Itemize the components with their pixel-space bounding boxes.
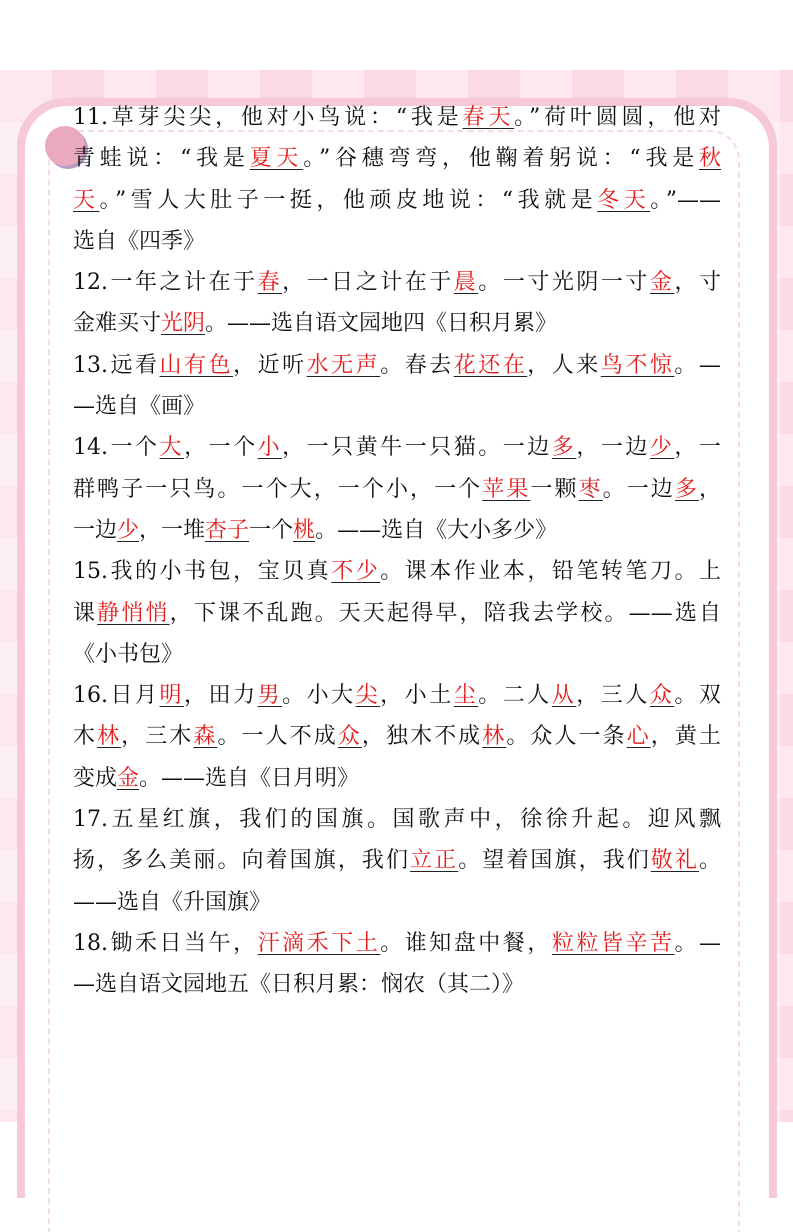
text-line (73, 634, 721, 675)
text-segment: ，一日之计在于 (282, 270, 454, 296)
answer-blank: 鸟不惊 (600, 352, 675, 378)
answer-blank: 尘 (453, 683, 479, 709)
text-line (73, 262, 721, 303)
answer-blank: 粒粒皆辛苦 (551, 930, 675, 956)
answer-blank: 金 (649, 270, 675, 296)
text-line (73, 510, 721, 551)
answer-blank: 枣 (578, 476, 603, 502)
text-line (73, 551, 721, 592)
text-line (73, 345, 721, 386)
text-segment: ，小土 (380, 683, 454, 709)
answer-blank: 心 (626, 724, 651, 750)
text-segment: 16.日月 (73, 683, 160, 709)
answer-blank: 杏子 (205, 517, 250, 543)
answer-blank: 桃 (293, 517, 316, 543)
answer-blank: 晨 (453, 270, 479, 296)
answer-blank: 立正 (410, 848, 459, 874)
text-segment: 一个 (249, 517, 294, 543)
answer-blank: 小 (257, 435, 283, 461)
answer-blank: 秋 (698, 146, 721, 172)
answer-blank: 从 (551, 683, 577, 709)
text-segment: 。 (698, 848, 721, 874)
text-segment: ，一个 (184, 435, 258, 461)
text-line (73, 882, 721, 923)
text-segment: 12.一年之计在于 (73, 270, 258, 296)
text-segment: 。一边 (602, 476, 675, 502)
text-line (73, 840, 721, 881)
text-segment: ， (698, 476, 721, 502)
text-segment: 群鸭子一只鸟。一个大，一个小，一个 (73, 476, 483, 502)
answer-blank: 春天 (462, 105, 515, 130)
text-line (73, 180, 721, 221)
text-segment: ，一只黄牛一只猫。一边 (282, 435, 552, 461)
text-segment: ，一边 (576, 435, 650, 461)
text-line (73, 303, 721, 344)
text-line (73, 716, 721, 757)
answer-blank: 众 (649, 683, 675, 709)
text-segment: 13.远看 (73, 352, 160, 378)
answer-blank: 森 (193, 724, 218, 750)
answer-blank: 大 (159, 435, 185, 461)
text-segment: ，田力 (184, 683, 258, 709)
text-line (73, 593, 721, 634)
text-segment: 。小大 (282, 683, 356, 709)
answer-blank: 金 (117, 765, 140, 791)
text-line (73, 97, 721, 138)
text-segment: 。众人一条 (506, 724, 627, 750)
text-segment: 17.五星红旗，我们的国旗。国歌声中，徐徐升起。迎风飘 (73, 807, 721, 833)
text-segment: 。”荷叶圆圆，他对 (514, 105, 721, 130)
text-segment: 木 (73, 724, 98, 750)
answer-blank: 水无声 (306, 352, 381, 378)
text-segment: 。二人 (478, 683, 552, 709)
text-segment: 扬，多么美丽。向着国旗，我们 (73, 848, 411, 874)
text-segment: 。”—— (650, 187, 721, 213)
text-segment: 。”谷穗弯弯，他鞠着躬说：“我是 (303, 146, 699, 172)
text-segment: —选自《画》 (73, 394, 206, 420)
text-line (73, 964, 721, 1005)
text-segment: ，一 (674, 435, 721, 461)
text-segment: 。——选自《大小多少》 (315, 517, 558, 543)
text-segment: ，一堆 (139, 517, 206, 543)
text-segment: 18.锄禾日当午， (73, 930, 258, 956)
text-segment: ，人来 (527, 352, 601, 378)
text-segment: 变成 (73, 765, 118, 791)
text-segment: 。望着国旗，我们 (458, 848, 651, 874)
text-segment: 课 (73, 600, 98, 626)
text-segment: 青蛙说：“我是 (73, 146, 250, 172)
text-segment: 11.草芽尖尖，他对小鸟说：“我是 (73, 105, 463, 130)
text-segment: 。——选自语文园地四《日积月累》 (205, 311, 558, 337)
answer-blank: 花还在 (453, 352, 528, 378)
answer-blank: 少 (117, 517, 140, 543)
text-line (73, 427, 721, 468)
answer-blank: 多 (674, 476, 699, 502)
answer-blank: 夏天 (249, 146, 304, 172)
answer-blank: 不少 (331, 559, 381, 585)
text-line (73, 675, 721, 716)
answer-blank: 众 (337, 724, 362, 750)
answer-blank: 尖 (355, 683, 381, 709)
answer-blank: 少 (649, 435, 675, 461)
text-segment: ，近听 (233, 352, 307, 378)
answer-blank: 男 (257, 683, 283, 709)
text-segment: ，三人 (576, 683, 650, 709)
text-line (73, 799, 721, 840)
text-segment: ，独木不成 (361, 724, 483, 750)
answer-blank: 汗滴禾下土 (257, 930, 381, 956)
text-segment: 一边 (73, 517, 118, 543)
answer-blank: 林 (97, 724, 122, 750)
text-segment: ，下课不乱跑。天天起得早，陪我去学校。——选自 (169, 600, 721, 626)
answer-blank: 光阴 (161, 311, 206, 337)
text-segment: 。— (674, 352, 721, 378)
text-segment: 金难买寸 (73, 311, 162, 337)
document-body (73, 97, 721, 1006)
text-line (73, 469, 721, 510)
text-line (73, 221, 721, 262)
text-segment: 。一寸光阴一寸 (478, 270, 650, 296)
text-segment: ，三木 (121, 724, 194, 750)
text-segment: 。课本作业本，铅笔转笔刀。上 (380, 559, 721, 585)
text-segment: ，寸 (674, 270, 721, 296)
text-segment: 选自《四季》 (73, 228, 206, 254)
answer-blank: 春 (257, 270, 283, 296)
answer-blank: 冬天 (597, 187, 651, 213)
answer-blank: 山有色 (159, 352, 234, 378)
text-segment: 。谁知盘中餐， (380, 930, 552, 956)
text-segment: 。”雪人大肚子一挺，他顽皮地说：“我就是 (99, 187, 598, 213)
text-segment: 。——选自《日月明》 (139, 765, 360, 791)
text-segment: 一颗 (530, 476, 579, 502)
text-segment: 《小书包》 (73, 641, 184, 667)
answer-blank: 天 (73, 187, 100, 213)
text-segment: 14.一个 (73, 435, 160, 461)
text-segment: 15.我的小书包，宝贝真 (73, 559, 332, 585)
text-segment: 。一人不成 (217, 724, 338, 750)
answer-blank: 多 (551, 435, 577, 461)
text-line (73, 923, 721, 964)
answer-blank: 敬礼 (650, 848, 699, 874)
answer-blank: 林 (482, 724, 507, 750)
text-line (73, 386, 721, 427)
text-line (73, 138, 721, 179)
text-line (73, 758, 721, 799)
answer-blank: 静悄悄 (97, 600, 170, 626)
text-segment: ，黄土 (650, 724, 721, 750)
text-segment: 。— (674, 930, 721, 956)
text-segment: —选自语文园地五《日积月累：悯农（其二）》 (73, 972, 525, 998)
answer-blank: 苹果 (482, 476, 531, 502)
text-segment: 。春去 (380, 352, 454, 378)
text-segment: ——选自《升国旗》 (73, 889, 272, 915)
text-segment: 。双 (674, 683, 721, 709)
answer-blank: 明 (159, 683, 185, 709)
